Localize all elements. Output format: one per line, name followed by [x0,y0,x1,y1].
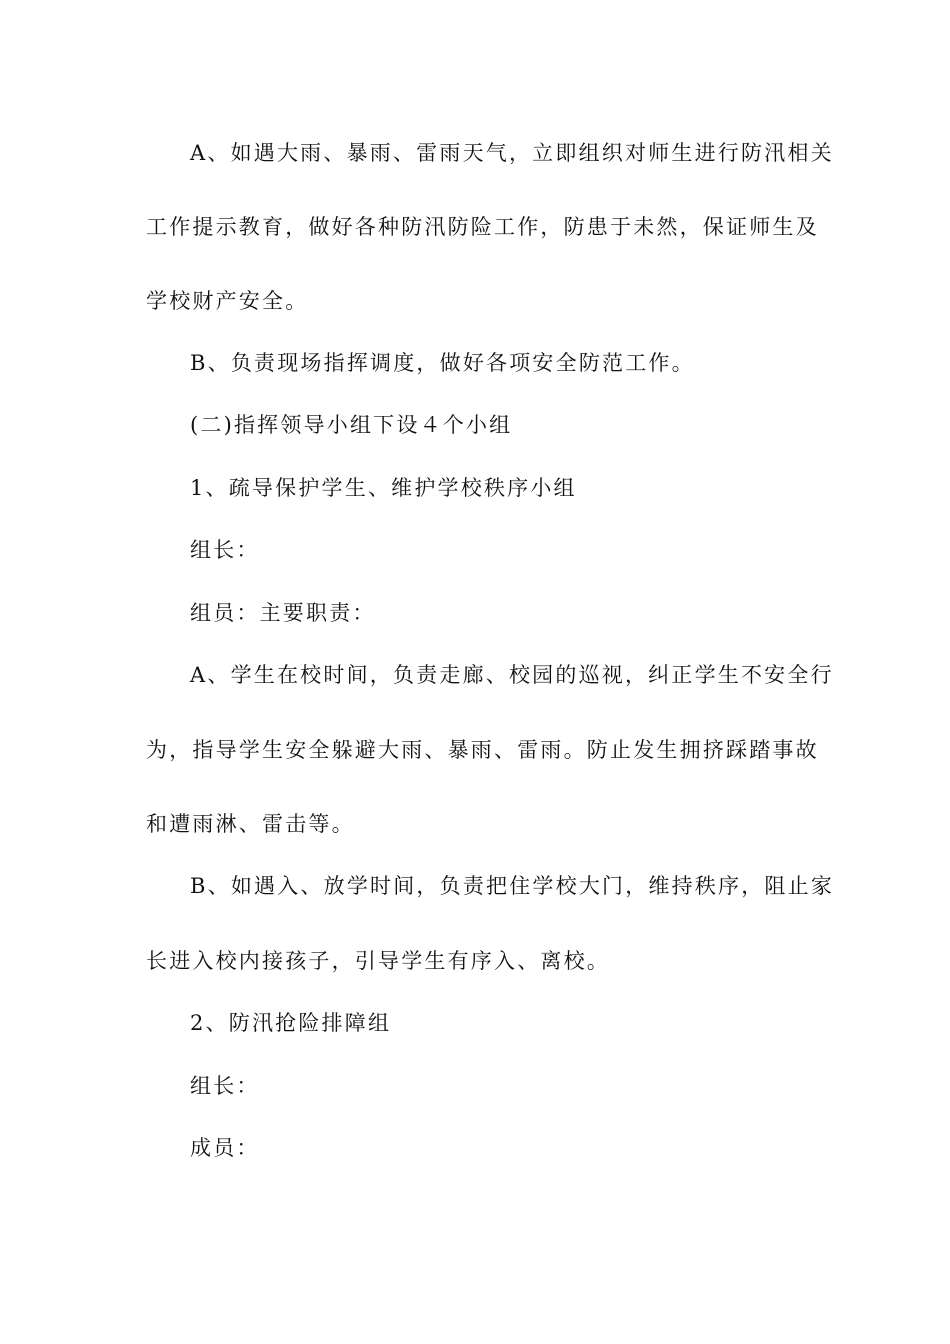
paragraph-a-line-2: 工作提示教育，做好各种防汛防险工作，防患于未然，保证师生及 [146,215,819,239]
duty-a-line-3: 和遭雨淋、雷击等。 [146,812,355,836]
duty-a-line-1: A、学生在校时间，负责走廊、校园的巡视，纠正学生不安全行 [190,663,834,687]
group-2-members: 成员： [190,1136,260,1160]
group-1-heading: 1、疏导保护学生、维护学校秩序小组 [190,476,577,500]
duty-b-line-1: B、如遇入、放学时间，负责把住学校大门，维持秩序，阻止家 [190,874,835,898]
group-1-members: 组员：主要职责： [190,601,376,625]
paragraph-a-line-3: 学校财产安全。 [146,289,309,313]
paragraph-b: B、负责现场指挥调度，做好各项安全防范工作。 [190,351,695,375]
group-1-leader: 组长： [190,538,260,562]
paragraph-a-line-1: A、如遇大雨、暴雨、雷雨天气，立即组织对师生进行防汛相关 [190,141,834,165]
group-2-heading: 2、防汛抢险排障组 [190,1011,392,1035]
section-heading: (二)指挥领导小组下设４个小组 [190,413,513,437]
duty-b-line-2: 长进入校内接孩子，引导学生有序入、离校。 [146,949,610,973]
duty-a-line-2: 为，指导学生安全躲避大雨、暴雨、雷雨。防止发生拥挤踩踏事故 [146,738,819,762]
group-2-leader: 组长： [190,1074,260,1098]
